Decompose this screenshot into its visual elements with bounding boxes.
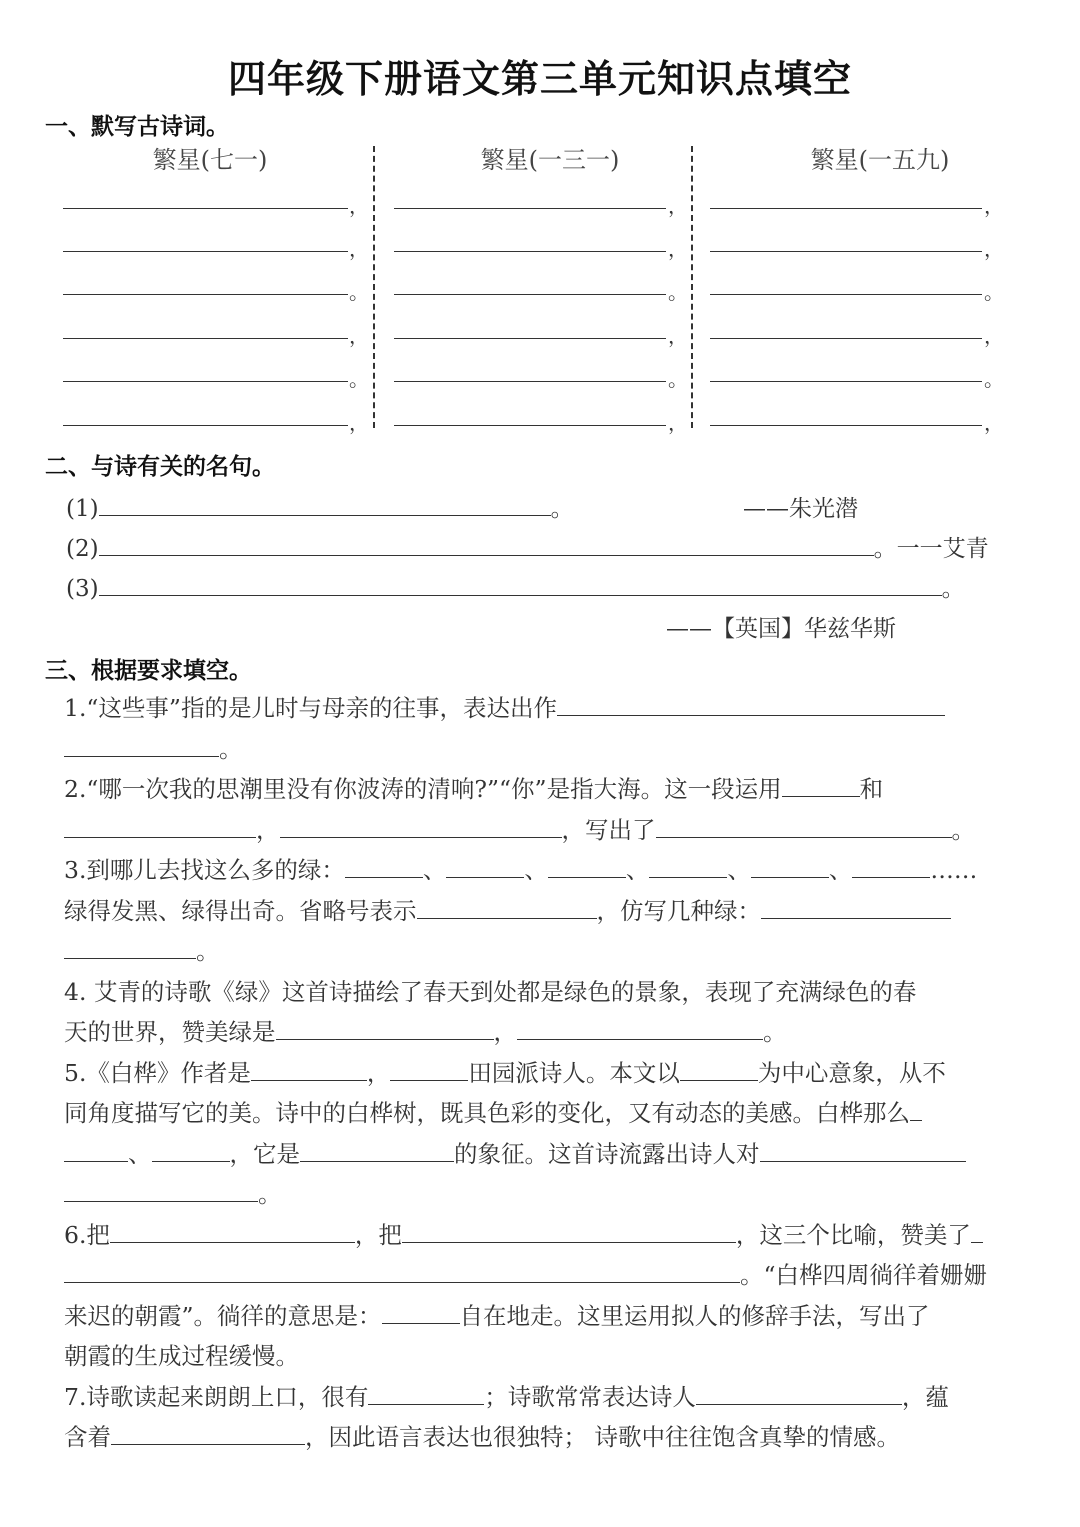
q3-blank-4[interactable] — [649, 855, 727, 878]
page-title: 四年级下册语文第三单元知识点填空 — [227, 57, 852, 101]
q3-blank-6[interactable] — [852, 855, 930, 878]
q5-line-3 — [64, 1134, 1014, 1175]
q5-text-4: 同角度描写它的美。诗中的白桦树，既具色彩的变化，又有动态的美感。白桦那么 — [64, 1099, 910, 1127]
q5-text-6: 的象征。这首诗流露出诗人对 — [454, 1139, 760, 1168]
q5-blank-2[interactable] — [390, 1058, 468, 1081]
q3-blank-8[interactable] — [761, 896, 951, 919]
q1-line-1 — [64, 688, 1014, 729]
q5-blank-8[interactable] — [760, 1139, 966, 1162]
q5-text-3: 为中心意象，从不 — [757, 1058, 946, 1087]
q3-blank-9[interactable] — [64, 936, 196, 959]
q3-text-2: 绿得发黑、绿得出奇。省略号表示 — [64, 896, 417, 925]
q4-text-2: 天的世界，赞美绿是 — [64, 1018, 276, 1046]
q6-blank-4[interactable] — [64, 1260, 740, 1283]
q2-end: 。 — [951, 815, 975, 844]
q7-text-2: ；诗歌常常表达诗人 — [484, 1382, 696, 1411]
q5-text: 5.《白桦》作者是 — [64, 1058, 251, 1087]
q1-end: 。 — [219, 734, 243, 763]
q3-sep-1: 、 — [422, 856, 447, 884]
q5-blank-1[interactable] — [251, 1058, 367, 1081]
q6-blank-5[interactable] — [382, 1301, 460, 1324]
q3-blank-7[interactable] — [417, 896, 597, 919]
q6-text-2: ，把 — [354, 1220, 402, 1249]
q7-text: 7.诗歌读起来朗朗上口，很有 — [64, 1382, 369, 1411]
q5-blank-3[interactable] — [680, 1058, 758, 1081]
quote-2 — [66, 530, 989, 563]
q4-comma: ， — [493, 1018, 517, 1046]
q4-blank-2[interactable] — [517, 1017, 763, 1040]
poem-2-punct-2: ， — [668, 237, 688, 261]
poem-3-blank-4[interactable] — [710, 338, 982, 339]
q3-text: 3.到哪儿去找这么多的绿： — [64, 856, 345, 884]
poem-3-blank-1[interactable] — [710, 208, 982, 209]
poem-1-punct-3: 。 — [349, 280, 369, 304]
q2-blank-2[interactable] — [64, 815, 256, 838]
q3-line-2 — [64, 891, 1014, 932]
poem-3-blank-5[interactable] — [710, 381, 982, 382]
q2-blank-4[interactable] — [656, 815, 952, 838]
poem-2-blank-5[interactable] — [394, 381, 666, 382]
poem-2-punct-3: 。 — [668, 280, 688, 304]
quote-1 — [66, 490, 574, 523]
quote-1-author: ——朱光潜 — [743, 496, 858, 522]
poem-1-punct-4: ， — [349, 324, 369, 348]
section2-heading: 二、与诗有关的名句。 — [45, 454, 275, 480]
poem-1-blank-2[interactable] — [63, 251, 348, 252]
q6-text-6: 自在地走。这里运用拟人的修辞手法，写出了 — [459, 1301, 930, 1330]
q1-line-2 — [64, 729, 1014, 770]
poem-2-blank-2[interactable] — [394, 251, 666, 252]
q2-text: 2.“哪一次我的思潮里没有你波涛的清响?”“你”是指大海。这一段运用 — [64, 775, 782, 803]
q7-blank-2[interactable] — [696, 1382, 902, 1405]
q3-blank-5[interactable] — [751, 855, 829, 878]
poem-1-punct-1: ， — [349, 194, 369, 218]
poem-title-1: 繁星(七一) — [152, 146, 268, 174]
q5-text-2: 田园派诗人。本文以 — [468, 1058, 680, 1087]
quote-2-blank[interactable] — [99, 533, 874, 556]
q6-line-2 — [64, 1255, 1014, 1296]
poem-3-blank-2[interactable] — [710, 251, 982, 252]
quote-2-end: 。一一艾青 — [873, 536, 989, 562]
q3-blank-3[interactable] — [548, 855, 626, 878]
q5-line-1 — [64, 1053, 1014, 1094]
q6-text-5: 来迟的朝霞”。徜徉的意思是： — [64, 1301, 382, 1330]
q4-blank-1[interactable] — [276, 1017, 494, 1040]
q6-line-4 — [64, 1336, 1014, 1377]
q6-text-3: ，这三个比喻，赞美了 — [735, 1220, 971, 1249]
q6-line-3 — [64, 1296, 1014, 1337]
q7-text-4: 含着 — [64, 1423, 111, 1451]
quote-3-number: (3) — [66, 576, 99, 602]
q5-sep: 、 — [128, 1139, 152, 1168]
q2-wrote: ，写出了 — [561, 815, 656, 844]
column-divider-1 — [373, 146, 375, 428]
poem-3-blank-3[interactable] — [710, 294, 982, 295]
poem-1-punct-2: ， — [349, 237, 369, 261]
q4-end: 。 — [763, 1018, 787, 1046]
q6-line-1 — [64, 1215, 1014, 1256]
q2-and: 和 — [859, 775, 884, 803]
poem-3-punct-1: ， — [984, 194, 1004, 218]
section3-heading: 三、根据要求填空。 — [45, 658, 252, 684]
q5-blank-9[interactable] — [64, 1179, 258, 1202]
q6-blank-2[interactable] — [402, 1220, 736, 1243]
quote-1-number: (1) — [66, 496, 99, 522]
quote-3-author: ——【英国】华兹华斯 — [666, 616, 896, 642]
poem-2-blank-1[interactable] — [394, 208, 666, 209]
q3-blank-2[interactable] — [446, 855, 524, 878]
q2-blank-3[interactable] — [280, 815, 562, 838]
q6-text-4: 。“白桦四周徜徉着姗姗 — [740, 1261, 988, 1289]
q2-line-1 — [64, 769, 1014, 810]
q5-blank-6[interactable] — [152, 1139, 230, 1162]
q5-blank-4[interactable] — [910, 1098, 922, 1121]
q1-blank-1[interactable] — [557, 693, 945, 716]
poem-1-blank-1[interactable] — [63, 208, 348, 209]
poem-3-punct-2: ， — [984, 237, 1004, 261]
poem-1-blank-4[interactable] — [63, 338, 348, 339]
q1-text: 1.“这些事”指的是儿时与母亲的往事，表达出作 — [64, 694, 557, 722]
q7-text-3: ，蕴 — [901, 1382, 949, 1411]
poem-2-blank-6[interactable] — [394, 425, 666, 426]
poem-2-blank-4[interactable] — [394, 338, 666, 339]
poem-title-2: 繁星(一三一) — [480, 146, 620, 174]
poem-2-punct-1: ， — [668, 194, 688, 218]
q7-blank-3[interactable] — [111, 1422, 305, 1445]
section3-body — [64, 688, 1014, 1458]
q7-text-5: ，因此语言表达也很独特； 诗歌中往往饱含真挚的情感。 — [305, 1423, 900, 1451]
poem-2-punct-6: ， — [668, 411, 688, 435]
quote-3-end: 。 — [941, 576, 965, 602]
q4-text: 4. 艾青的诗歌《绿》这首诗描绘了春天到处都是绿色的景象，表现了充满绿色的春 — [64, 977, 917, 1006]
poem-title-3: 繁星(一五九) — [810, 146, 950, 174]
q5-comma: ， — [366, 1058, 391, 1087]
q5-line-4 — [64, 1174, 1014, 1215]
q3-sep-5: 、 — [828, 856, 853, 884]
q3-end: 。 — [196, 937, 220, 965]
q3-line-1 — [64, 850, 1014, 891]
q5-blank-7[interactable] — [300, 1139, 454, 1162]
q2-blank-1[interactable] — [782, 774, 860, 797]
q2-comma: ， — [256, 815, 280, 844]
q3-sep-4: 、 — [727, 856, 751, 884]
poem-3-punct-6: ， — [984, 411, 1004, 435]
quote-3 — [66, 570, 965, 603]
q6-text-7: 朝霞的生成过程缓慢。 — [64, 1342, 299, 1370]
poem-3-punct-3: 。 — [984, 280, 1004, 304]
q4-line-2 — [64, 1012, 1014, 1053]
poem-1-blank-6[interactable] — [63, 425, 348, 426]
q3-ellipsis: …… — [930, 856, 978, 884]
q1-blank-2[interactable] — [64, 734, 219, 757]
poem-3-punct-4: ， — [984, 324, 1004, 348]
q5-line-2 — [64, 1093, 1014, 1134]
q3-blank-1[interactable] — [345, 855, 423, 878]
q4-line-1 — [64, 972, 1014, 1013]
poem-1-punct-6: ， — [349, 411, 369, 435]
section1-heading: 一、默写古诗词。 — [45, 114, 229, 140]
q6-text: 6.把 — [64, 1220, 110, 1249]
q3-sep-3: 、 — [625, 856, 650, 884]
q3-text-3: ，仿写几种绿： — [596, 896, 761, 925]
poem-2-punct-5: 。 — [668, 367, 688, 391]
column-divider-2 — [691, 146, 693, 428]
q6-blank-1[interactable] — [110, 1220, 355, 1243]
quote-3-blank[interactable] — [99, 573, 942, 596]
q7-blank-1[interactable] — [368, 1382, 484, 1405]
quote-1-end: 。 — [550, 496, 574, 522]
poem-1-blank-3[interactable] — [63, 294, 348, 295]
quote-2-number: (2) — [66, 536, 99, 562]
poem-2-blank-3[interactable] — [394, 294, 666, 295]
q3-sep-2: 、 — [524, 856, 548, 884]
q7-line-1 — [64, 1377, 1014, 1418]
poem-3-punct-5: 。 — [984, 367, 1004, 391]
q5-end: 。 — [258, 1180, 282, 1208]
q3-line-3 — [64, 931, 1014, 972]
poem-2-punct-4: ， — [668, 324, 688, 348]
q7-line-2 — [64, 1417, 1014, 1458]
poem-3-blank-6[interactable] — [710, 425, 982, 426]
quote-1-blank[interactable] — [99, 493, 551, 516]
poem-1-punct-5: 。 — [349, 367, 369, 391]
q5-blank-5[interactable] — [64, 1139, 128, 1162]
q6-blank-3[interactable] — [971, 1220, 983, 1243]
q5-text-5: ，它是 — [229, 1139, 300, 1168]
poem-1-blank-5[interactable] — [63, 381, 348, 382]
q2-line-2 — [64, 810, 1014, 851]
